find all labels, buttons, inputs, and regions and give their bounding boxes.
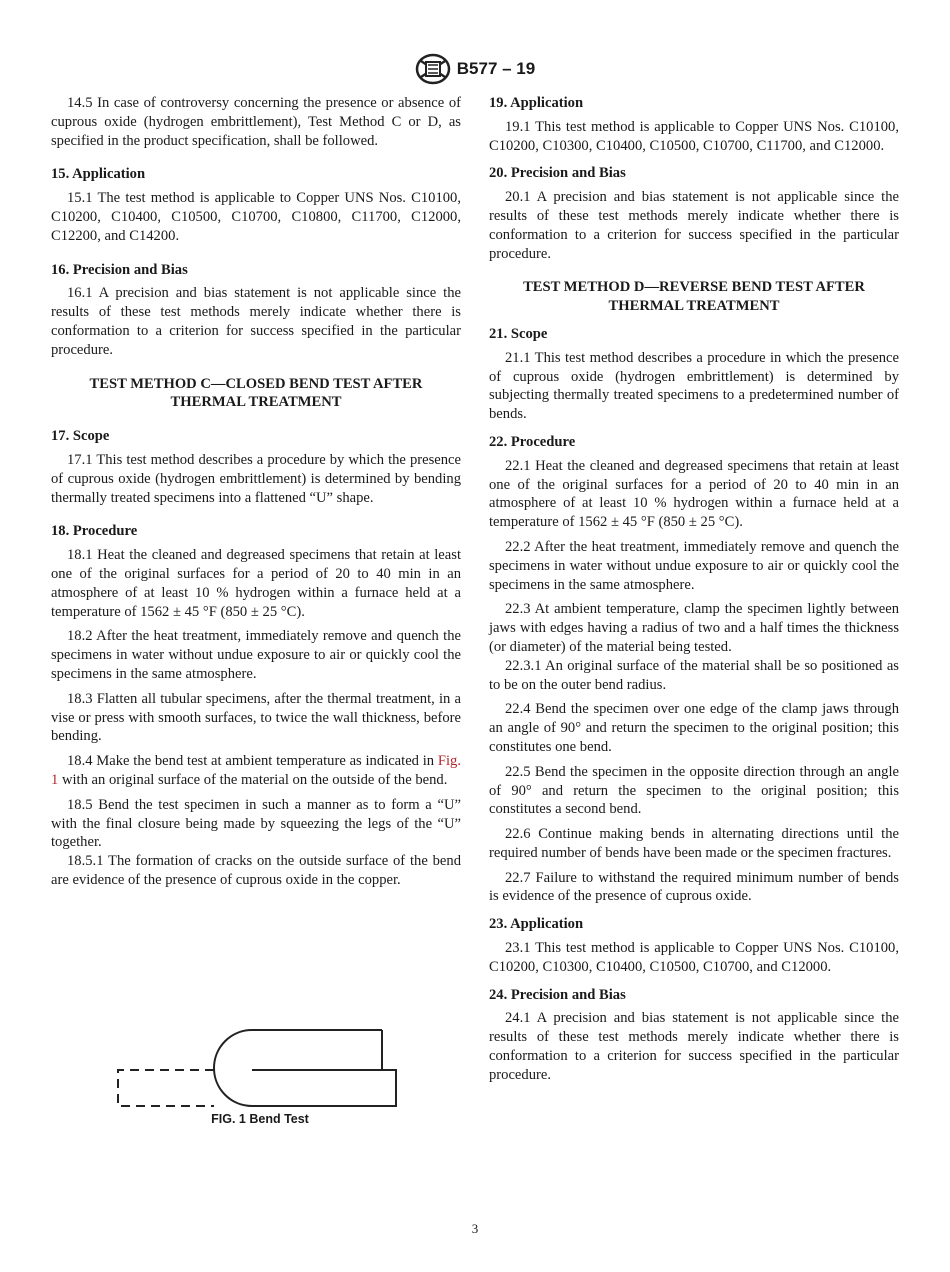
section-heading: 15. Application [51, 166, 146, 183]
paragraph-18-4-text-b: with an original surface of the material on the outside of the bend. [58, 771, 448, 788]
test-method-c-title: TEST METHOD C—CLOSED BEND TEST AFTER THERMAL TREATMENT [89, 375, 423, 411]
section-heading: 23. Application [489, 916, 584, 933]
paragraph-18-4-text-a: 18.4 Make the bend test at ambient temperature as indicated in [67, 753, 438, 770]
figure-1-link[interactable]: Fig. 1 [51, 753, 461, 788]
paragraph-24-1: 24.1 A precision and bias statement is not applicable since the results of these test methods merely indicate whether there is conformation to a criterion for success specified in the particular procedure. [489, 1010, 899, 1083]
section-heading: 20. Precision and Bias [489, 165, 626, 182]
right-column [489, 94, 899, 1085]
section-heading: 17. Scope [51, 428, 110, 445]
section-heading: 19. Application [489, 95, 584, 111]
paragraph-20-1: 20.1 A precision and bias statement is not applicable since the results of these test methods merely indicate whether there is conformation to a criterion for success specified in the particular procedure. [489, 189, 899, 262]
paragraph-22-1: 22.1 Heat the cleaned and degreased specimens that retain at least one of the original surfaces for a period of 20 to 40 min in an atmosphere of at least 10 % hydrogen within a furnace held at a temperature of 1562 ± 45 °F (850 ± 25 °C). [489, 457, 899, 531]
left-column [51, 94, 461, 890]
paragraph-22-5: 22.5 Bend the specimen in the opposite direction through an angle of 90° and return the specimen to the original position; this constitutes a second bend. [489, 763, 899, 818]
paragraph-19-1: 19.1 This test method is applicable to Copper UNS Nos. C10100, C10200, C10300, C10400, C10500, C10700, C11700, and C12000. [489, 118, 899, 154]
paragraph-15-1: 15.1 The test method is applicable to Copper UNS Nos. C10100, C10200, C10400, C10500, C10700, C10800, C11700, C12000, C12200, and C14200. [51, 190, 461, 244]
paragraph-22-3-1: 22.3.1 An original surface of the material shall be so positioned as to be on the outer bend radius. [489, 657, 899, 693]
section-17 [51, 427, 461, 507]
section-22 [489, 433, 899, 906]
bend-test-diagram [110, 1024, 410, 1112]
paragraph-22-7: 22.7 Failure to withstand the required minimum number of bends is evidence of the presence of cuprous oxide. [489, 869, 899, 905]
section-heading: 22. Procedure [489, 433, 576, 450]
paragraph-18-4 [51, 752, 461, 790]
test-method-d-title: TEST METHOD D—REVERSE BEND TEST AFTER THERMAL TREATMENT [523, 279, 865, 315]
paragraph-21-1: 21.1 This test method describes a procedure in which the presence of cuprous oxide (hydrogen embrittlement) is determined by subjecting thermally treated specimens to a predetermined number of bends. [489, 349, 899, 423]
section-18 [51, 522, 461, 889]
paragraph-22-2: 22.2 After the heat treatment, immediately remove and quench the specimens in water without undue exposure to air or quickly cool the specimens in the same atmosphere. [489, 538, 899, 593]
section-15 [51, 165, 461, 245]
paragraph-14-5: 14.5 In case of controversy concerning the presence or absence of cuprous oxide (hydrogen embrittlement), Test Method C or D, as specified in the product specification, shall be followed. [51, 95, 461, 149]
paragraph-22-3: 22.3 At ambient temperature, clamp the specimen lightly between jaws with edges having a radius of two and a half times the thickness (or diameter) of the material being tested. [489, 601, 899, 655]
section-21 [489, 325, 899, 424]
document-designation: B577 – 19 [456, 59, 536, 78]
paragraph-23-1: 23.1 This test method is applicable to Copper UNS Nos. C10100, C10200, C10300, C10400, C10500, C10700, and C12000. [489, 940, 899, 975]
figure-1 [110, 1024, 410, 1134]
original-position-dashed [118, 1070, 214, 1106]
page-header [0, 52, 950, 86]
paragraph-22-4: 22.4 Bend the specimen over one edge of the clamp jaws through an angle of 90° and return the specimen to the original position; this constitutes one bend. [489, 701, 899, 755]
paragraph-18-5: 18.5 Bend the test specimen in such a manner as to form a “U” with the final closure being made by squeezing the legs of the “U” together. [51, 796, 461, 851]
section-19 [489, 94, 899, 155]
section-heading: 21. Scope [489, 325, 548, 342]
paragraph-18-2: 18.2 After the heat treatment, immediately remove and quench the specimens in water without undue exposure to air or quickly cool the specimens in the same atmosphere. [51, 628, 461, 682]
section-heading: 24. Precision and Bias [489, 986, 626, 1003]
page-number: 3 [471, 1221, 479, 1236]
figure-caption: FIG. 1 Bend Test [211, 1112, 309, 1126]
paragraph-17-1: 17.1 This test method describes a procedure by which the presence of cuprous oxide (hydrogen embrittlement) is determined by bending thermally treated specimens into a flattened “U” shape. [51, 451, 461, 506]
section-24 [489, 986, 899, 1085]
section-heading: 16. Precision and Bias [51, 261, 188, 278]
section-heading: 18. Procedure [51, 523, 138, 540]
section-16 [51, 261, 461, 360]
paragraph-18-3: 18.3 Flatten all tubular specimens, after the thermal treatment, in a vise or press with smooth surfaces, to twice the wall thickness, before bending. [51, 690, 461, 745]
section-20 [489, 164, 899, 263]
paragraph-18-5-1: 18.5.1 The formation of cracks on the outside surface of the bend are evidence of the presence of cuprous oxide in the copper. [51, 853, 461, 888]
paragraph-16-1: 16.1 A precision and bias statement is not applicable since the results of these test methods merely indicate whether there is conformation to a criterion for success specified in the particular procedure. [51, 285, 461, 358]
specimen-outline [214, 1030, 396, 1106]
section-23 [489, 915, 899, 976]
paragraph-18-1: 18.1 Heat the cleaned and degreased specimens that retain at least one of the original surfaces for a period of 20 to 40 min in an atmosphere of at least 10 % hydrogen within a furnace held at a temperature of 1562 ± 45 °F (850 ± 25 °C). [51, 547, 461, 620]
astm-logo-icon [415, 53, 451, 85]
paragraph-22-6: 22.6 Continue making bends in alternating directions until the required number of bends have been made or the specimen fractures. [489, 826, 899, 861]
